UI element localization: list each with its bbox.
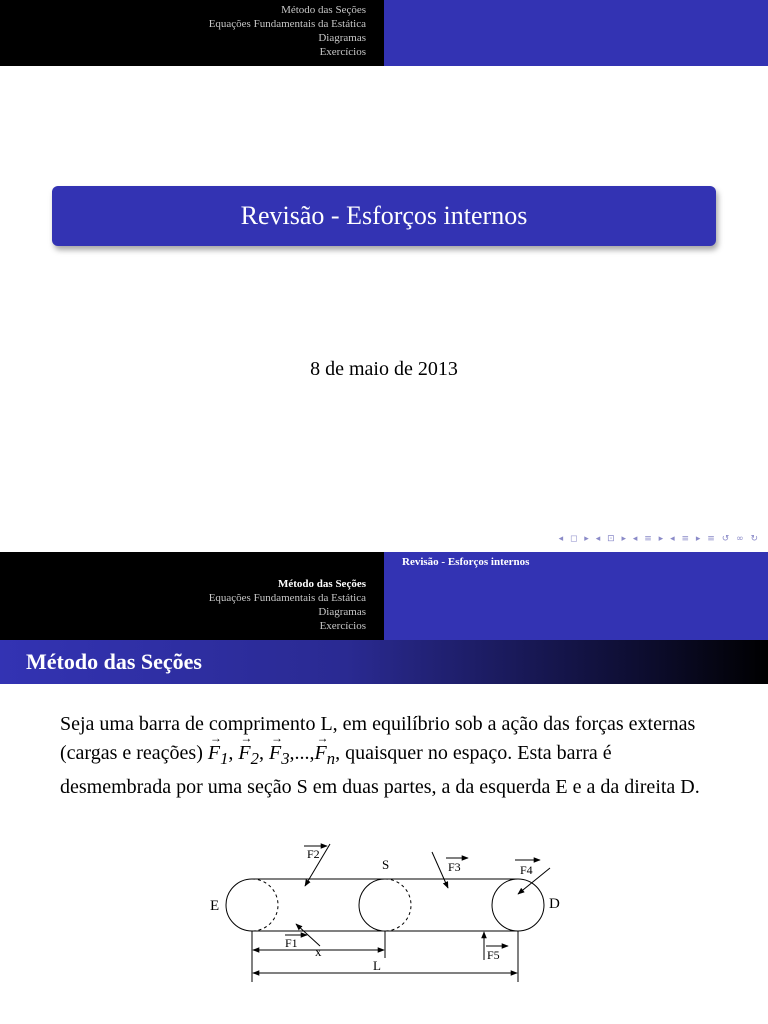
force-vector-fn: → $F_n$ [315, 739, 336, 773]
frame-nav-icon[interactable]: ◂ ◻ ▸ [558, 534, 591, 544]
section-navigation [209, 577, 366, 633]
section-s-left [359, 879, 385, 931]
header-presentation-title[interactable]: Revisão - Esforços internos [402, 556, 530, 568]
body-paragraph: Seja uma barra de comprimento L, em equilíbrio sob a ação das forças externas (cargas e reações) → $F_1$, → $F_2$, → $F_3,...,\to F_n$, quaisquer no espaço. Esta barra é desmembrada por uma seção S em duas partes, a da esquerda E e a da direita D. [60, 710, 720, 802]
presentation-title: Revisão - Esforços internos [240, 201, 528, 230]
label-e: E [210, 898, 220, 914]
body-text-part1: Seja uma barra de comprimento L, em equilíbrio sob a ação das forças externas (cargas e reações) [60, 713, 696, 764]
header-left-panel [0, 0, 384, 66]
bar-right-end-back [492, 879, 518, 931]
frame-title [0, 640, 768, 684]
frame-title-text: Método das Seções [26, 649, 202, 674]
header-right-panel [384, 552, 768, 640]
force-vector-f3: → $F_3$ [269, 739, 290, 773]
title-box [52, 186, 716, 246]
bar-section-diagram [0, 832, 768, 1024]
nav-item-equacoes[interactable]: Equações Fundamentais da Estática [208, 592, 366, 604]
document-nav-icon[interactable]: ≡ [707, 534, 717, 544]
force-vector-f2: → $F_2$ [238, 739, 259, 773]
nav-item-exercicios[interactable]: Exercícios [319, 46, 366, 58]
nav-item-metodo-secoes[interactable]: Método das Seções [278, 578, 366, 590]
nav-item-metodo-secoes[interactable]: Método das Seções [281, 4, 366, 16]
search-back-forward-icon[interactable]: ↺ ∞ ↻ [721, 534, 760, 544]
label-x: x [315, 944, 322, 959]
label-f4: F4 [520, 863, 533, 877]
body-text-part2: , quaisquer no espaço. Esta barra é desmembrada por uma seção S em duas partes, a da esquerda E e a da direita D. [60, 742, 700, 798]
label-s: S [382, 857, 390, 872]
subsection-list-nav-icon[interactable]: ◂ ≡ ▸ [670, 534, 703, 544]
section-s-right [385, 879, 411, 931]
label-f5: F5 [487, 948, 500, 962]
presentation-date: 8 de maio de 2013 [310, 358, 458, 380]
label-f2: F2 [307, 847, 320, 861]
label-f3: F3 [448, 860, 461, 874]
header-right-panel [384, 0, 768, 66]
nav-item-diagramas[interactable]: Diagramas [318, 606, 366, 618]
header-bar [0, 0, 768, 66]
section-nav-icon[interactable]: ◂ ≡ ▸ [632, 534, 666, 544]
header-bar [0, 552, 768, 640]
section-navigation [209, 3, 366, 59]
nav-item-equacoes[interactable]: Equações Fundamentais da Estática [208, 18, 366, 30]
label-f1: F1 [285, 936, 298, 950]
force-f3-arrow [432, 852, 448, 888]
label-d: D [549, 896, 560, 912]
force-vector-f1: → $F_1$ [208, 739, 229, 773]
beamer-navigation-symbols [559, 534, 760, 544]
bar-left-end-dashed [252, 879, 278, 931]
label-l: L [373, 958, 381, 973]
nav-item-exercicios[interactable]: Exercícios [319, 620, 366, 632]
bar-right-end [518, 879, 544, 931]
header-left-panel [0, 552, 384, 640]
nav-item-diagramas[interactable]: Diagramas [318, 32, 366, 44]
subsection-nav-icon[interactable]: ◂ ⊡ ▸ [595, 534, 629, 544]
bar-left-end [226, 879, 252, 931]
content-slide [0, 552, 768, 1024]
